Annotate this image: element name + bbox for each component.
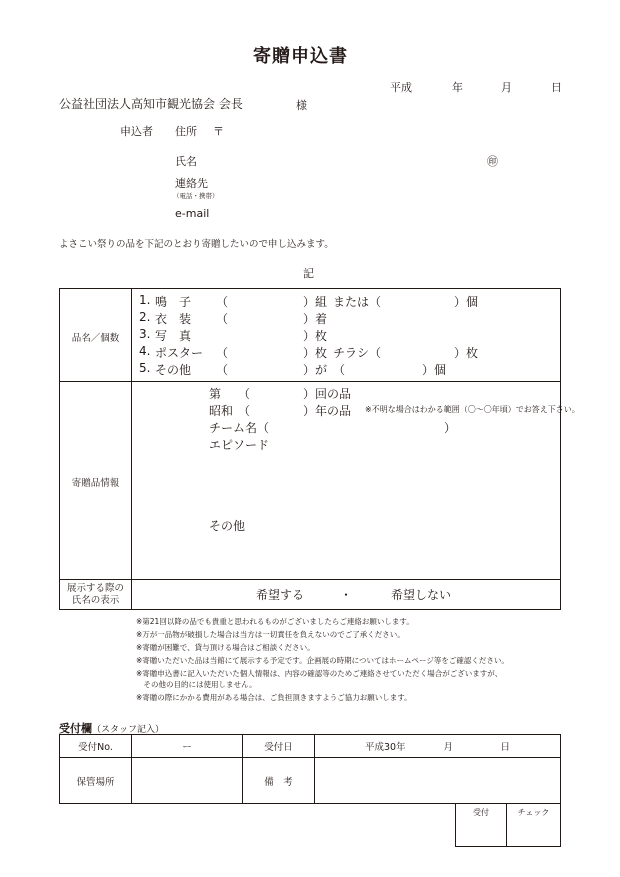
item-open-4: （ xyxy=(216,346,229,360)
page-title: 寄贈申込書 xyxy=(253,46,348,67)
item-extra-1: または（ xyxy=(333,295,382,309)
item-open-1: （ xyxy=(216,295,229,309)
addressee-sama: 様 xyxy=(296,99,307,112)
receipt-table xyxy=(59,734,561,804)
contact-sub: （電話・携帯） xyxy=(173,192,219,200)
episode-label: エピソード xyxy=(209,438,270,452)
item-extra-5: （ xyxy=(333,363,346,377)
display-option-yes[interactable]: 希望する xyxy=(256,588,305,602)
receipt-heading-sub: （スタッフ記入） xyxy=(92,725,165,735)
intro-text: よさこい祭りの品を下記のとおり寄贈したいので申し込みます。 xyxy=(59,239,334,250)
remark-value[interactable] xyxy=(315,758,561,804)
display-row-label-1: 展示する際の xyxy=(66,582,124,594)
check-box-check[interactable] xyxy=(506,803,561,847)
display-option-separator: ・ xyxy=(340,588,353,602)
item-open-2: （ xyxy=(216,312,229,326)
items-cell xyxy=(132,289,561,382)
item-name-2: 衣 装 xyxy=(155,312,192,326)
item-num-1: 1. xyxy=(139,293,151,307)
seal-mark: ㊞ xyxy=(487,155,498,168)
year-close: ）年の品 xyxy=(303,404,352,418)
donation-table xyxy=(59,288,580,610)
item-num-3: 3. xyxy=(139,327,151,341)
ki-mark: 記 xyxy=(303,267,314,280)
note-line: ※寄贈の際にかかる費用がある場合は、ご負担頂きますようご協力お願いします。 xyxy=(136,693,412,702)
display-row-label-2: 氏名の表示 xyxy=(71,594,120,606)
info-row-label-cell xyxy=(60,382,132,580)
storage-value[interactable] xyxy=(132,758,243,804)
receipt-no-value[interactable]: ー xyxy=(132,735,243,758)
note-line: ※万が一品物が破損した場合は当方は一切責任を負えないのでご了承ください。 xyxy=(136,630,405,639)
display-option-no[interactable]: 希望しない xyxy=(391,588,452,602)
email-label: e-mail xyxy=(175,207,210,220)
display-row-label-cell xyxy=(60,580,132,610)
address-label: 住所 xyxy=(175,125,197,138)
info-cell xyxy=(132,382,580,580)
item-extra-close-1: ）個 xyxy=(454,295,479,309)
receipt-heading: 受付欄 xyxy=(59,722,92,735)
year-prefix: 昭和 xyxy=(209,404,234,418)
note-line: その他の目的には使用しません。 xyxy=(136,680,257,689)
note-line: ※寄贈申込書に記入いただいた個人情報は、内容の確認等のためご連絡させていただく場合がございますが、 xyxy=(136,669,503,678)
year-note: ※不明な場合はわかる範囲（〇～〇年頃）でお答え下さい。 xyxy=(365,405,580,414)
receipt-date-label: 受付日 xyxy=(243,735,315,758)
postal-mark: 〒 xyxy=(213,125,224,138)
item-num-5: 5. xyxy=(139,361,151,375)
team-close: ） xyxy=(444,421,457,435)
items-row-label-cell xyxy=(60,289,132,382)
other-label: その他 xyxy=(209,519,246,533)
item-num-4: 4. xyxy=(139,344,151,358)
item-close-5: ）が xyxy=(303,363,328,377)
item-num-2: 2. xyxy=(139,310,151,324)
item-open-5: （ xyxy=(216,363,229,377)
items-row-label: 品名／個数 xyxy=(71,332,120,344)
item-name-1: 鳴 子 xyxy=(155,295,192,309)
date-era: 平成 xyxy=(390,81,412,94)
check-box-receipt[interactable] xyxy=(455,803,507,847)
edition-prefix: 第 xyxy=(209,387,222,401)
date-year: 年 xyxy=(452,81,463,94)
display-cell xyxy=(132,580,561,610)
name-label: 氏名 xyxy=(175,155,197,168)
date-day: 日 xyxy=(551,81,562,94)
check-box-check-label: チェック xyxy=(517,808,550,817)
receipt-no-label: 受付No. xyxy=(60,735,132,758)
item-name-5: その他 xyxy=(155,363,192,377)
item-extra-4: チラシ（ xyxy=(333,346,382,360)
contact-label: 連絡先 xyxy=(175,177,208,190)
info-row-label: 寄贈品情報 xyxy=(71,478,120,489)
note-line: ※寄贈いただいた品は当館にて展示する予定です。企画展の時期についてはホームページ等をご確認ください。 xyxy=(136,656,509,665)
item-close-3: ）枚 xyxy=(303,329,328,343)
note-line: ※第21回以降の品でも貴重と思われるものがございましたらご連絡お願いします。 xyxy=(136,617,414,626)
item-close-4: ）枚 xyxy=(303,346,328,360)
addressee: 公益社団法人高知市観光協会 会長 xyxy=(59,97,243,111)
date-month: 月 xyxy=(501,81,512,94)
item-close-2: ）着 xyxy=(303,312,328,326)
applicant-label: 申込者 xyxy=(120,125,153,138)
edition-close: ）回の品 xyxy=(303,387,352,401)
storage-label: 保管場所 xyxy=(60,758,132,804)
note-line: ※寄贈が困難で、貸与頂ける場合はご相談ください。 xyxy=(136,643,315,652)
year-open: （ xyxy=(238,404,251,418)
item-extra-close-4: ）枚 xyxy=(454,346,479,360)
check-box-receipt-label: 受付 xyxy=(473,808,489,817)
item-extra-close-5: ）個 xyxy=(422,363,447,377)
remark-label: 備 考 xyxy=(243,758,315,804)
item-name-4: ポスター xyxy=(155,346,204,360)
item-close-1: ）組 xyxy=(303,295,328,309)
item-name-3: 写 真 xyxy=(155,329,192,343)
team-label: チーム名（ xyxy=(209,421,270,435)
edition-open: （ xyxy=(238,387,251,401)
receipt-date-value[interactable]: 平成30年 月 日 xyxy=(315,735,561,758)
